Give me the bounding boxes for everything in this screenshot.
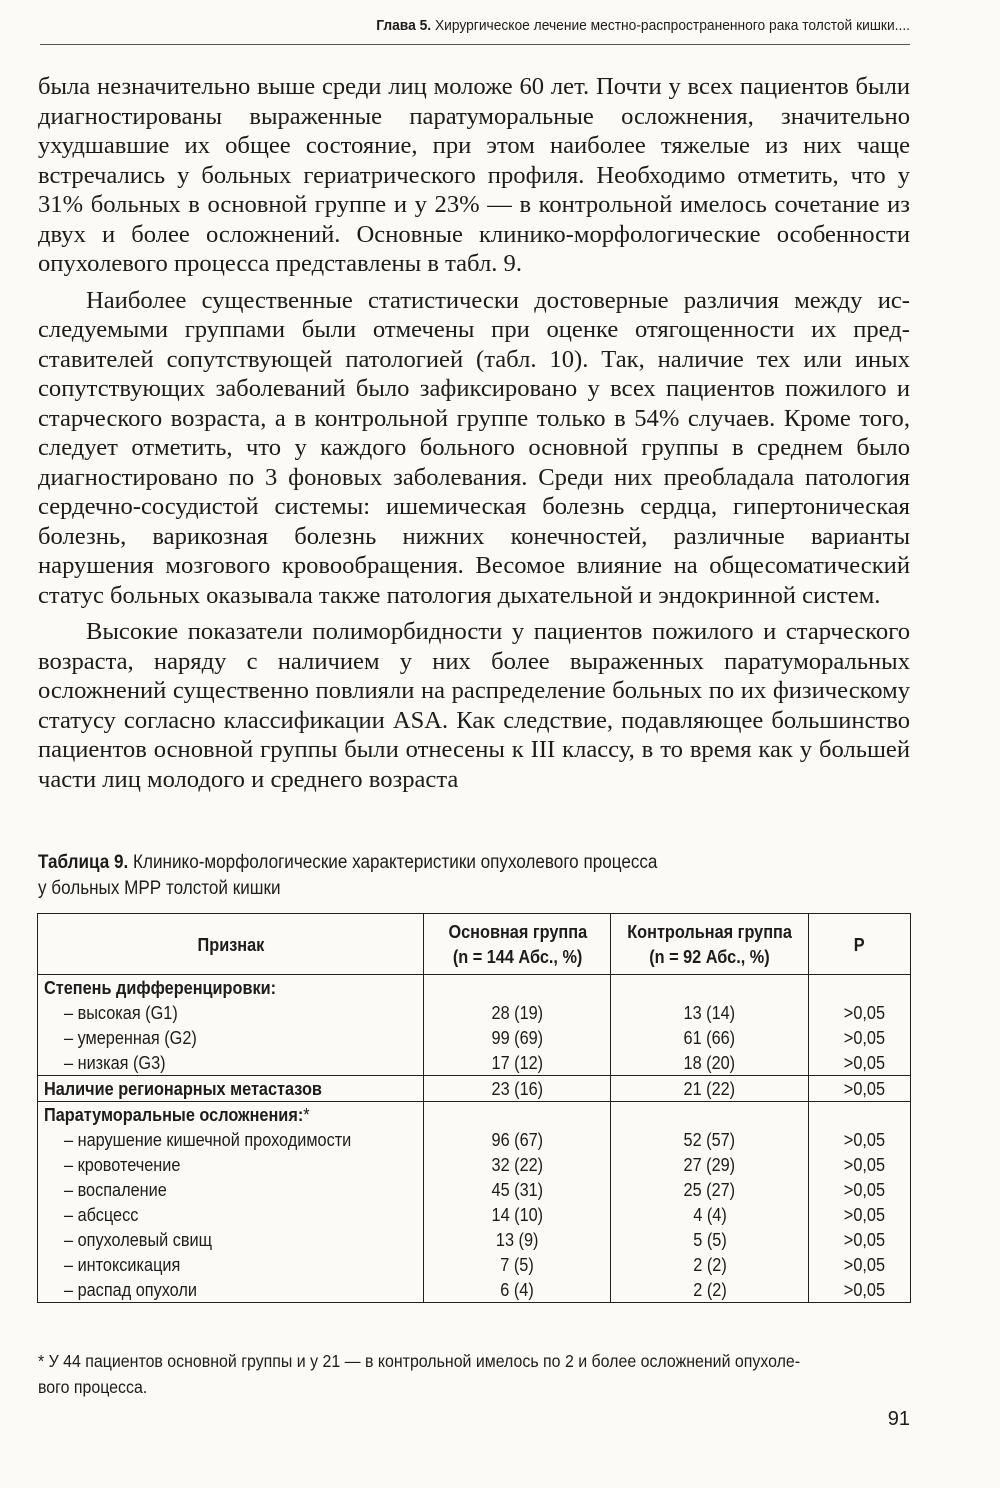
header-main-group: Основная группа (n = 144 Абс., %)	[424, 914, 611, 975]
running-head-title: Хирургическое лечение местно-распространенного рака толстой кишки....	[434, 17, 910, 34]
compl-row-label: – нарушение кишечной проходимости	[64, 1129, 352, 1150]
cell-value: 25 (27)	[683, 1179, 736, 1200]
compl-row-label: – кровотечение	[64, 1154, 181, 1175]
cell-value: 5 (5)	[693, 1229, 727, 1250]
table-row-metastases	[38, 1076, 911, 1102]
complications-footnote-mark: *	[303, 1104, 310, 1125]
compl-row-label: – интоксикация	[64, 1254, 181, 1275]
compl-row-label: – воспаление	[64, 1179, 167, 1200]
body-text	[38, 72, 910, 801]
cell-value: 99 (69)	[491, 1027, 544, 1048]
table-caption-label: Таблица 9.	[38, 852, 129, 873]
paragraph-1: была незначительно выше среди лиц моложе 60 лет. Почти у всех пациентов были диагностированы выраженные паратуморальные осложнения, значительно ухудшавшие их общее состояние, при этом наиболее тяжелые из них чаще встречались у больных гериатрического профиля. Необходимо отметить, что у 31% больных в основной группе и у 23% — в контрольной имелось сочетание из двух и более осложнений. Основные клинико-морфологические особенности опухолевого процесса представлены в табл. 9.	[38, 73, 910, 277]
cell-value: 96 (67)	[491, 1129, 544, 1150]
complications-p-values	[809, 1102, 911, 1303]
table-9	[37, 913, 911, 1303]
cell-value: 13 (14)	[683, 1002, 736, 1023]
paragraph-3: Высокие показатели полиморбидности у пациентов пожилого и старческого возраста, наряду с наличием у них более выраженных паратуморальных осложнений существенно повлияли на распределение больных по их физическому статусу согласно классификации ASA. Как следствие, подавляющее большинство пациентов основной группы были отнесены к III классу, в то время как у большей части лиц молодого и среднего возраста	[38, 618, 910, 793]
header-feature: Признак	[38, 914, 424, 975]
complications-title: Паратуморальные осложнения:	[44, 1104, 304, 1125]
table-caption-line1: Клинико-морфологические характеристики опухолевого процесса	[133, 852, 658, 873]
table-header-row	[38, 914, 911, 975]
cell-value: 2 (2)	[693, 1279, 727, 1300]
cell-value: >0,05	[843, 1129, 886, 1150]
differentiation-p-values	[809, 975, 911, 1076]
metastases-p: >0,05	[809, 1076, 911, 1102]
cell-value: 14 (10)	[491, 1204, 544, 1225]
cell-value: 2 (2)	[693, 1254, 727, 1275]
table-row-complications	[38, 1102, 911, 1303]
table-footnote	[38, 1348, 912, 1400]
differentiation-title: Степень дифференцировки:	[44, 977, 277, 998]
compl-row-label: – распад опухоли	[64, 1279, 197, 1300]
footnote-line-2: вого процесса.	[38, 1377, 148, 1397]
complications-main-values	[424, 1102, 611, 1303]
cell-value: >0,05	[843, 1279, 886, 1300]
diff-row-label: – низкая (G3)	[64, 1052, 166, 1073]
cell-value: >0,05	[843, 1179, 886, 1200]
compl-row-label: – абсцесс	[64, 1204, 139, 1225]
cell-value: 32 (22)	[491, 1154, 544, 1175]
cell-value: 18 (20)	[683, 1052, 736, 1073]
complications-control-values	[611, 1102, 809, 1303]
table-caption	[38, 850, 830, 902]
metastases-label: Наличие регионарных метастазов	[38, 1076, 424, 1102]
cell-value: >0,05	[843, 1027, 886, 1048]
complications-labels	[38, 1102, 424, 1303]
cell-value: 45 (31)	[491, 1179, 544, 1200]
cell-value: 52 (57)	[683, 1129, 736, 1150]
metastases-control: 21 (22)	[611, 1076, 809, 1102]
cell-value: 28 (19)	[491, 1002, 544, 1023]
cell-value: >0,05	[843, 1002, 886, 1023]
cell-value: 7 (5)	[500, 1254, 535, 1275]
metastases-main: 23 (16)	[424, 1076, 611, 1102]
cell-value: >0,05	[843, 1229, 886, 1250]
diff-row-label: – умеренная (G2)	[64, 1027, 197, 1048]
header-control-group: Контрольная группа (n = 92 Абс., %)	[611, 914, 809, 975]
cell-value: >0,05	[843, 1052, 886, 1073]
header-rule	[40, 44, 910, 45]
cell-value: 27 (29)	[683, 1154, 736, 1175]
cell-value: 4 (4)	[693, 1204, 727, 1225]
cell-value: >0,05	[843, 1204, 886, 1225]
cell-value: >0,05	[843, 1154, 886, 1175]
footnote-line-1: * У 44 пациентов основной группы и у 21 — в контрольной имелось по 2 и более осложнений опухоле-	[38, 1351, 801, 1371]
differentiation-labels	[38, 975, 424, 1076]
cell-value: 17 (12)	[491, 1052, 544, 1073]
paragraph-2: Наиболее существенные статистически достоверные различия между исследуемыми группами были отмечены при оценке отягощенности их представителей сопутствующей патологией (табл. 10). Так, наличие тех или иных сопутствующих заболеваний было зафиксировано у всех пациентов пожилого и старческого возраста, а в контрольной группе только в 54% случаев. Кроме того, следует отметить, что у каждого больного основной группы в среднем было диагностировано по 3 фоновых заболевания. Среди них преобладала патология сердечно-сосудистой системы: ишемическая болезнь сердца, гипертоническая болезнь, варикозная болезнь нижних конечностей, различные варианты нарушения мозгового кровообращения. Весомое влияние на общесоматический статус больных оказывала также патология дыхательной и эндокринной систем.	[38, 286, 910, 609]
cell-value: 6 (4)	[500, 1279, 535, 1300]
compl-row-label: – опухолевый свищ	[64, 1229, 213, 1250]
table-row-differentiation	[38, 975, 911, 1076]
diff-row-label: – высокая (G1)	[64, 1002, 178, 1023]
table-caption-line2: у больных МРР толстой кишки	[38, 878, 281, 899]
page-number: 91	[887, 1408, 910, 1430]
differentiation-control-values	[611, 975, 809, 1076]
running-head-chapter: Глава 5.	[376, 17, 432, 34]
cell-value: 13 (9)	[496, 1229, 539, 1250]
cell-value: >0,05	[843, 1254, 886, 1275]
header-p: P	[809, 914, 911, 975]
cell-value: 61 (66)	[683, 1027, 736, 1048]
running-head	[110, 16, 910, 36]
differentiation-main-values	[424, 975, 611, 1076]
